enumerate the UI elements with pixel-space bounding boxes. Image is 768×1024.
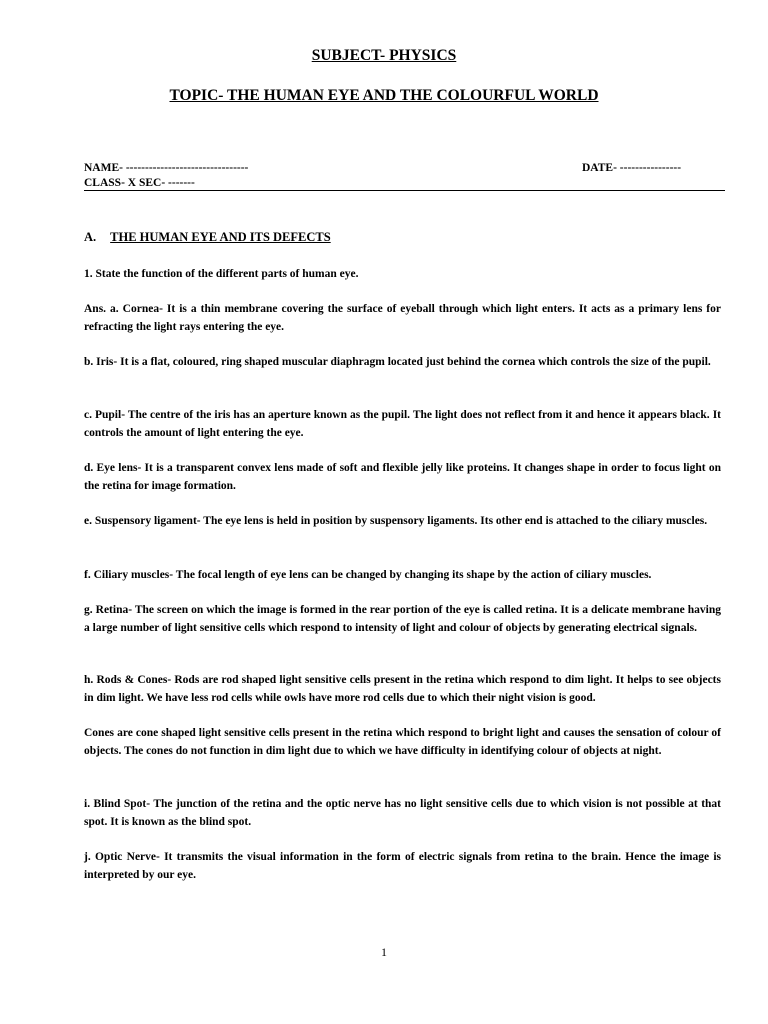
section-label: A. xyxy=(84,230,97,244)
subject-title: SUBJECT- PHYSICS xyxy=(311,47,457,64)
answer-pupil: c. Pupil- The centre of the iris has an aperture known as the pupil. The light does not reflect from it and hence it appears black. It controls the amount of light entering the eye. xyxy=(84,409,721,439)
header-divider xyxy=(84,190,725,191)
answer-eye-lens: d. Eye lens- It is a transparent convex lens made of soft and flexible jelly like proteins. It changes shape in order to focus light on the retina for image formation. xyxy=(84,462,721,492)
date-field: DATE- ---------------- xyxy=(582,162,682,174)
answer-cones: Cones are cone shaped light sensitive cells present in the retina which respond to bright light and causes the sensation of colour of objects. The cones do not function in dim light due to which we have difficulty in identifying colour of objects at night. xyxy=(84,727,721,757)
name-field: NAME- -------------------------------- xyxy=(84,162,249,174)
answer-blind-spot: i. Blind Spot- The junction of the retina and the optic nerve has no light sensitive cells due to which vision is not possible at that spot. It is known as the blind spot. xyxy=(84,798,721,828)
answer-iris: b. Iris- It is a flat, coloured, ring shaped muscular diaphragm located just behind the cornea which controls the size of the pupil. xyxy=(84,356,711,368)
topic-title: TOPIC- THE HUMAN EYE AND THE COLOURFUL WORLD xyxy=(169,87,599,104)
answer-optic-nerve: j. Optic Nerve- It transmits the visual information in the form of electric signals from retina to the brain. Hence the image is interpreted by our eye. xyxy=(84,851,721,881)
answer-retina: g. Retina- The screen on which the image is formed in the rear portion of the eye is called retina. It is a delicate membrane having a large number of light sensitive cells which respond to intensity of light and colour of objects by generating electrical signals. xyxy=(84,604,721,634)
answer-ciliary-muscles: f. Ciliary muscles- The focal length of eye lens can be changed by changing its shape by the action of ciliary muscles. xyxy=(84,569,652,581)
answer-rods-cones: h. Rods & Cones- Rods are rod shaped light sensitive cells present in the retina which respond to dim light. It helps to see objects in dim light. We have less rod cells while owls have more rod cells due to which their night vision is good. xyxy=(84,674,721,704)
section-heading xyxy=(84,230,331,245)
question-paragraph: 1. State the function of the different parts of human eye. xyxy=(84,268,359,280)
answer-cornea: Ans. a. Cornea- It is a thin membrane covering the surface of eyeball through which light enters. It acts as a primary lens for refracting the light rays entering the eye. xyxy=(84,303,721,333)
section-title: THE HUMAN EYE AND ITS DEFECTS xyxy=(110,230,331,244)
class-section-field: CLASS- X SEC- ------- xyxy=(84,177,195,189)
answer-suspensory-ligament: e. Suspensory ligament- The eye lens is held in position by suspensory ligaments. Its other end is attached to the ciliary muscles. xyxy=(84,515,708,527)
page-number: 1 xyxy=(381,945,387,959)
